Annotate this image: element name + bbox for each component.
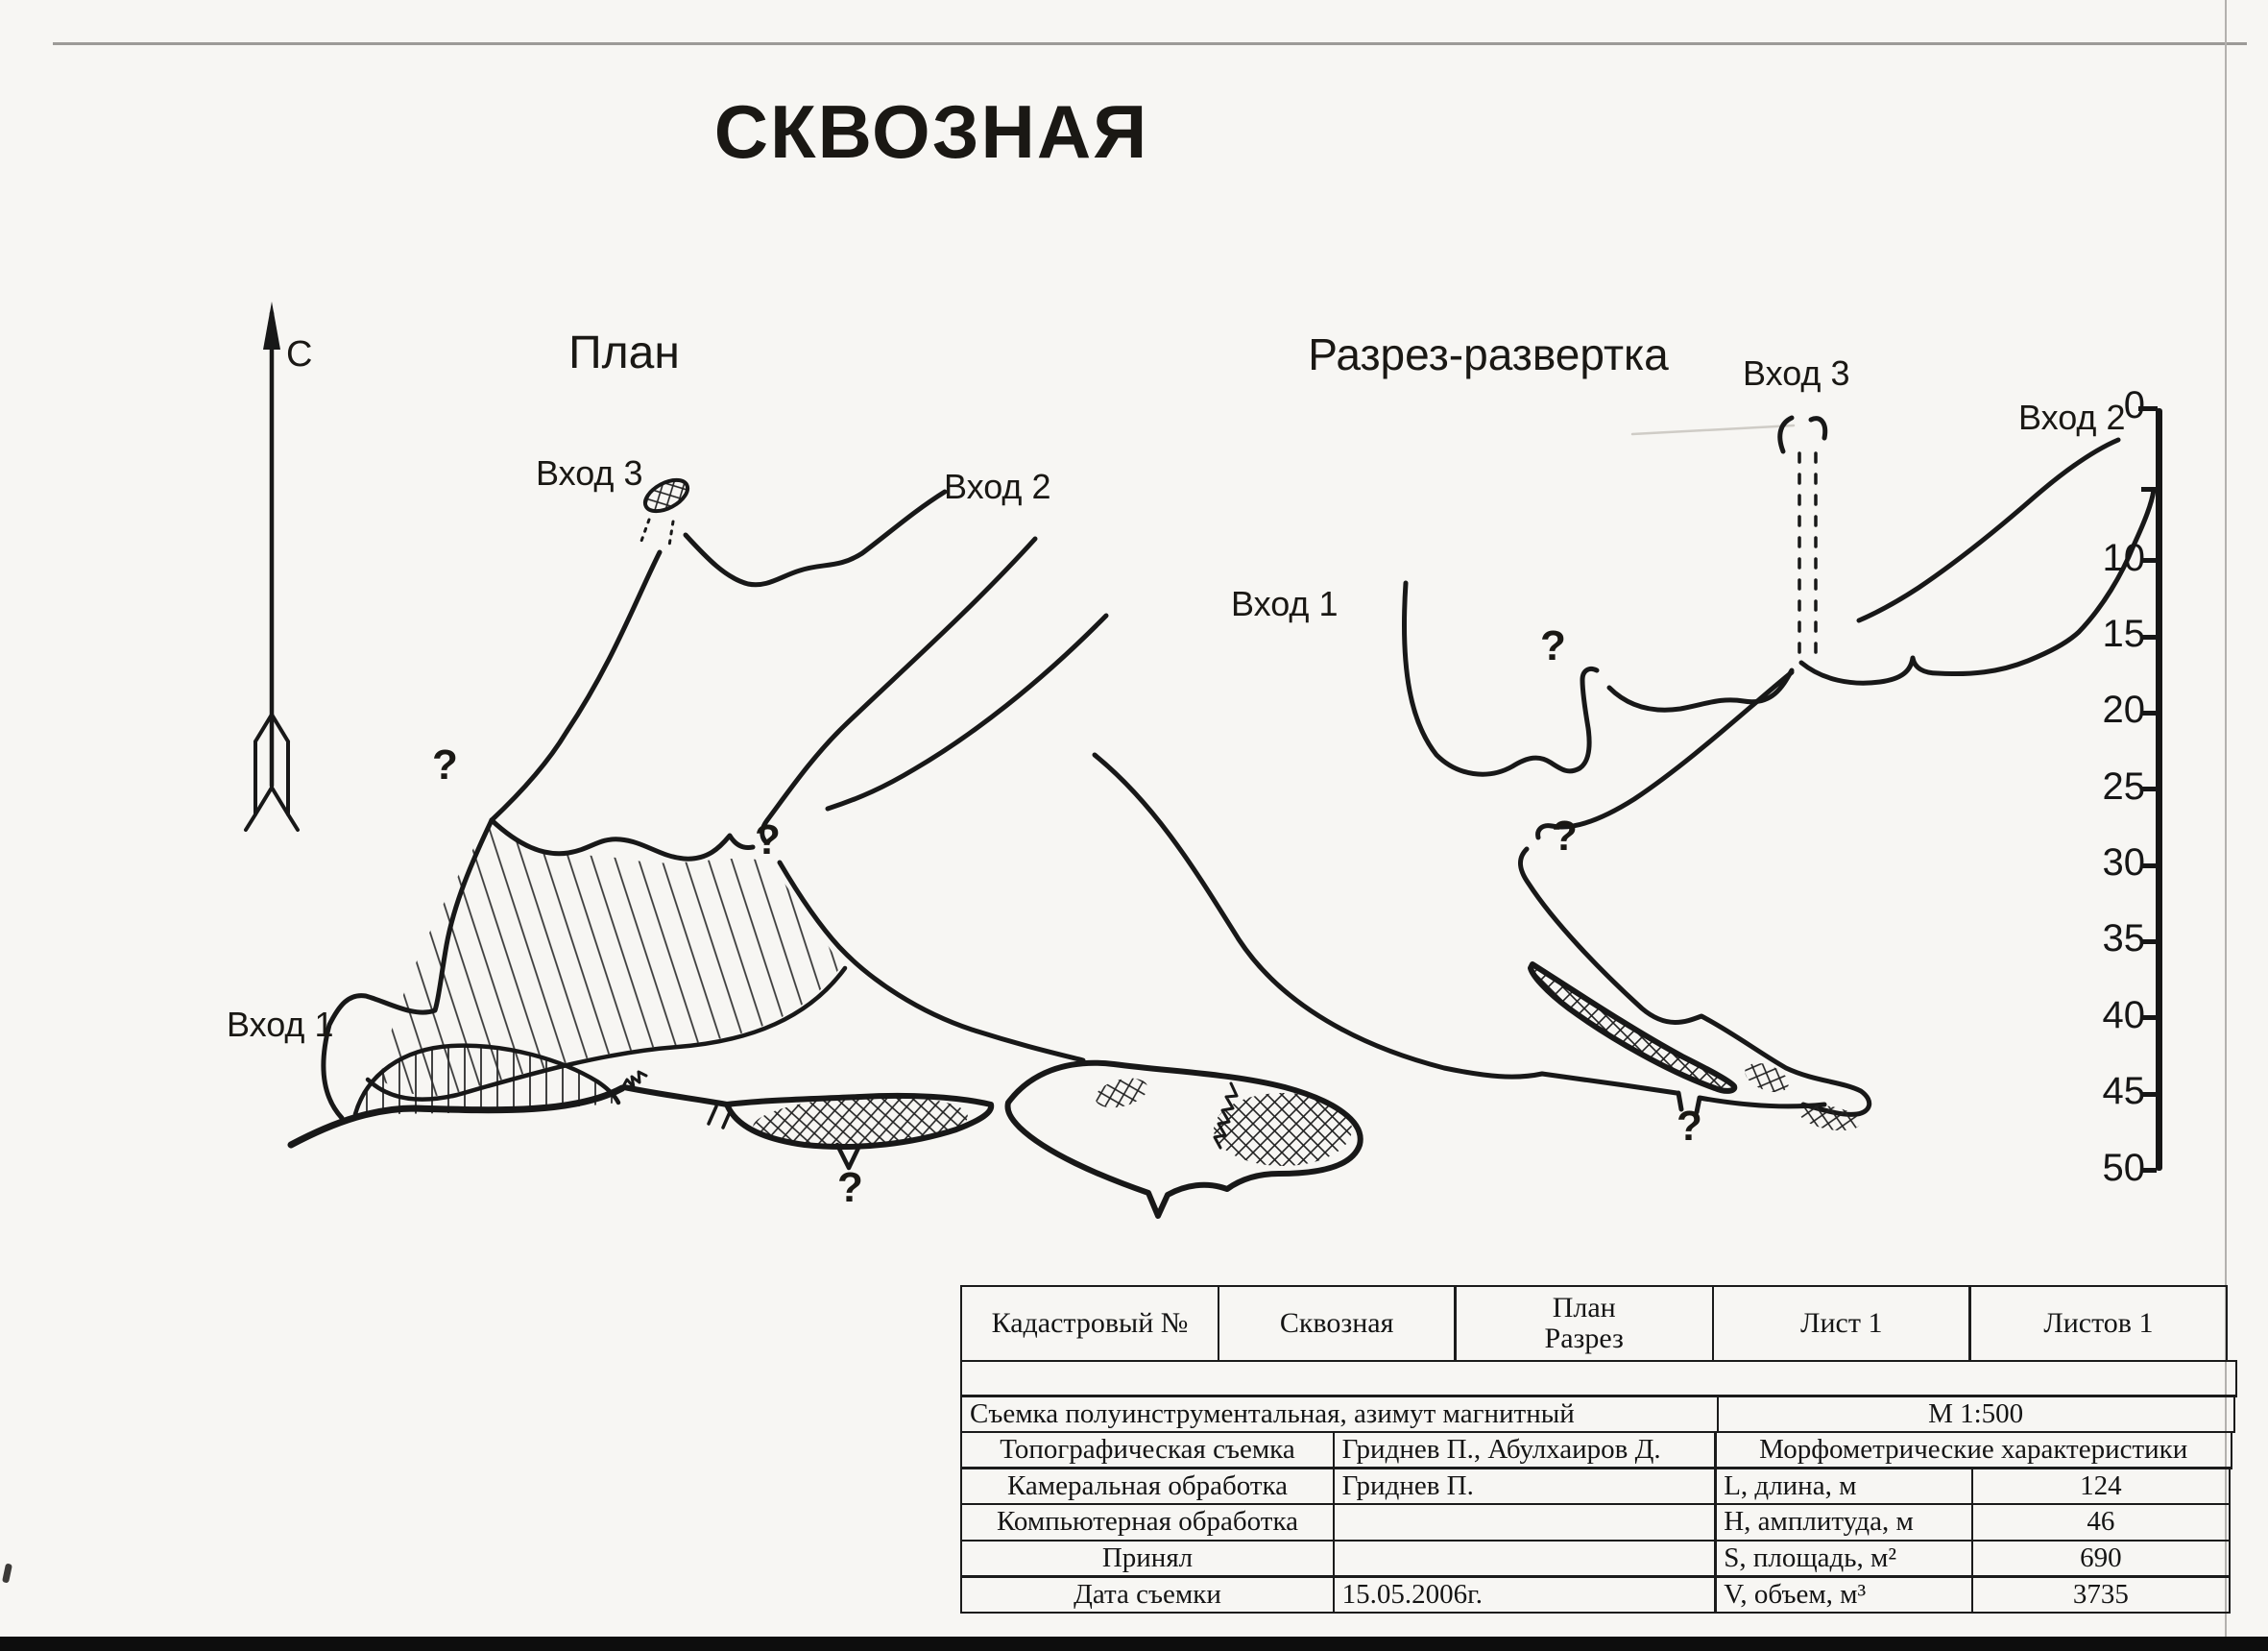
table-accepted-row: [960, 1540, 2231, 1578]
volume-param-cell: V, объем, м³: [1714, 1575, 1973, 1614]
area-value-cell: 690: [1971, 1540, 2231, 1578]
section-entrance1-label: Вход 1: [1231, 584, 1339, 623]
morphometry-header-cell: Морфометрические характеристики: [1714, 1431, 2232, 1469]
computer-value-cell: [1333, 1503, 1717, 1542]
topo-value-cell: Гриднев П., Абулхаиров Д.: [1333, 1431, 1717, 1469]
depth-tick-label: 40: [2102, 993, 2145, 1036]
section-entrance3-label: Вход 3: [1743, 353, 1850, 393]
depth-tick-label: 35: [2102, 917, 2145, 960]
table-survey-row: [960, 1395, 2235, 1433]
area-param-cell: S, площадь, м²: [1714, 1540, 1973, 1578]
topo-label-cell: Топографическая съемка: [960, 1431, 1335, 1469]
plan-terminal-lobe: [1008, 1063, 1361, 1216]
table-header-views-line1: План: [1552, 1292, 1616, 1323]
volume-value-cell: 3735: [1971, 1575, 2231, 1614]
survey-method-cell: Съемка полуинструментальная, азимут магнитный: [960, 1395, 1719, 1433]
depth-tick-label: 15: [2102, 613, 2145, 656]
table-cameral-row: [960, 1467, 2231, 1505]
survey-scale-cell: М 1:500: [1717, 1395, 2235, 1433]
north-label: С: [286, 334, 313, 375]
plan-question-2: ?: [755, 816, 781, 863]
table-spacer-cell: [960, 1360, 2237, 1397]
plan-heading: План: [568, 328, 680, 378]
length-param-cell: L, длина, м: [1714, 1467, 1973, 1505]
plan-entrance1-label: Вход 1: [227, 1005, 334, 1044]
depth-tick-label: 25: [2102, 765, 2145, 808]
plan-breakdown-lobe: [709, 1091, 991, 1168]
table-spacer-row: [960, 1360, 2237, 1397]
table-date-row: [960, 1575, 2231, 1614]
depth-tick-label: 45: [2102, 1070, 2145, 1113]
table-topo-row: [960, 1431, 2232, 1469]
depth-tick-label: 0: [2123, 384, 2145, 426]
depth-tick-label: 30: [2102, 841, 2145, 885]
section-drawing: [1095, 418, 2154, 1134]
amplitude-param-cell: H, амплитуда, м: [1714, 1503, 1973, 1542]
accepted-label-cell: Принял: [960, 1540, 1335, 1578]
table-header-views-line2: Разрез: [1544, 1323, 1624, 1355]
cameral-label-cell: Камеральная обработка: [960, 1467, 1335, 1505]
depth-scale-bar: [2156, 408, 2162, 1171]
plan-drawing: [291, 473, 1361, 1216]
depth-tick-label: 50: [2102, 1146, 2145, 1189]
accepted-value-cell: [1333, 1540, 1717, 1578]
depth-tick-mark: [2141, 487, 2157, 492]
section-entrance2-label: Вход 2: [2018, 398, 2126, 437]
section-question-1: ?: [1540, 622, 1566, 669]
section-question-3: ?: [1677, 1103, 1702, 1150]
north-arrow-icon: [246, 302, 298, 830]
section-heading: Разрез-развертка: [1308, 329, 1669, 379]
depth-tick-label: 20: [2102, 689, 2145, 732]
depth-tick-label: 10: [2102, 536, 2145, 579]
date-value-cell: 15.05.2006г.: [1333, 1575, 1717, 1614]
plan-entrance2-label: Вход 2: [944, 467, 1051, 506]
table-header-sheet: Лист 1: [1712, 1285, 1971, 1362]
plan-question-3: ?: [837, 1164, 863, 1211]
computer-label-cell: Компьютерная обработка: [960, 1503, 1335, 1542]
table-header-name: Сквозная: [1218, 1285, 1457, 1362]
length-value-cell: 124: [1971, 1467, 2231, 1505]
plan-entrance3-label: Вход 3: [536, 453, 643, 493]
table-header-cadastre: Кадастровый №: [960, 1285, 1219, 1362]
page-title: СКВОЗНАЯ: [713, 89, 1149, 174]
table-computer-row: [960, 1503, 2231, 1542]
plan-question-1: ?: [432, 741, 458, 789]
table-header-views: [1454, 1285, 1714, 1362]
section-question-2: ?: [1552, 813, 1578, 860]
amplitude-value-cell: 46: [1971, 1503, 2231, 1542]
table-header-row: [960, 1285, 2228, 1362]
table-header-sheets: Листов 1: [1968, 1285, 2228, 1362]
cameral-value-cell: Гриднев П.: [1333, 1467, 1717, 1505]
date-label-cell: Дата съемки: [960, 1575, 1335, 1614]
